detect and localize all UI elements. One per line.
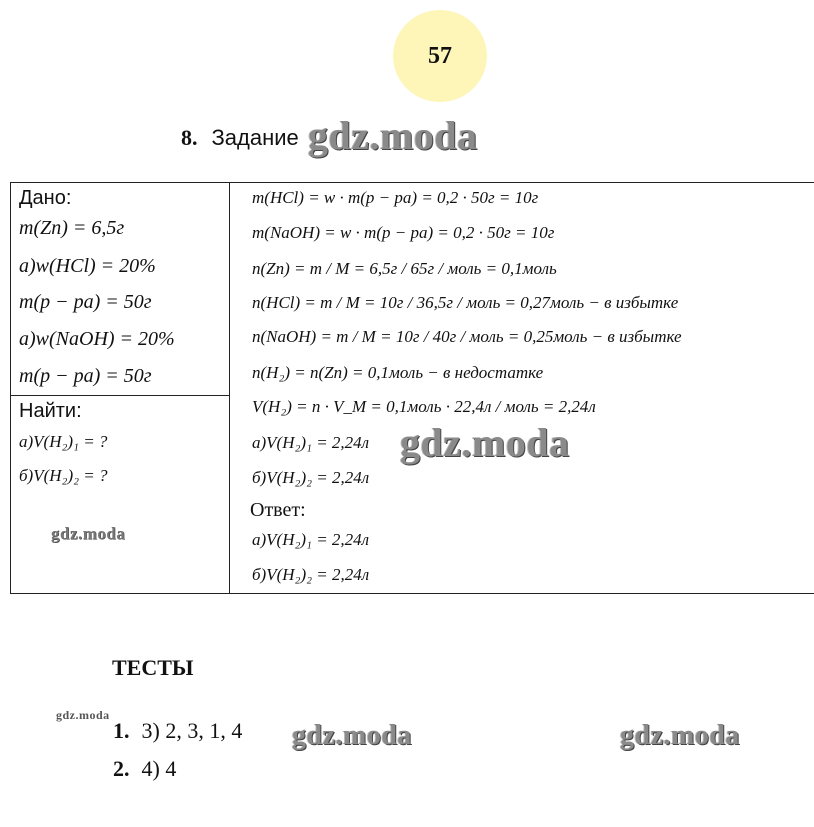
find-line: б)V(H₂)₂ = ? (19, 466, 108, 485)
watermark-logo: gdz.moda (51, 524, 126, 543)
watermark-logo: gdz.moda (400, 420, 570, 465)
solution-line: n(H₂) = n(Zn) = 0,1моль − в недостатке (252, 363, 544, 382)
solution-line: a)V(H₂)₁ = 2,24л (252, 433, 370, 452)
solution-line: m(HCl) = w · m(p − pa) = 0,2 · 50г = 10г (252, 188, 539, 207)
watermark-logo: gdz.moda (620, 720, 740, 751)
test-answer: 4) 4 (141, 756, 177, 781)
test-item (113, 756, 176, 782)
given-line: а)w(HCl) = 20% (19, 255, 156, 277)
find-header: Найти: (19, 400, 82, 422)
solution-line: V(H₂) = n · V_M = 0,1моль · 22,4л / моль = 2,24л (252, 397, 596, 416)
solution-line: б)V(H₂)₂ = 2,24л (252, 468, 370, 487)
given-line: m(p − pa) = 50г (19, 291, 152, 313)
test-item (113, 718, 242, 744)
given-header: Дано: (19, 187, 72, 209)
solution-line: n(NaOH) = m / M = 10г / 40г / моль = 0,25моль − в избытке (252, 327, 682, 346)
solution-table (10, 182, 814, 594)
find-section (11, 396, 229, 593)
watermark-logo: gdz.moda (308, 113, 478, 158)
find-line: a)V(H₂)₁ = ? (19, 432, 108, 451)
given-line: a)w(NaOH) = 20% (19, 328, 175, 350)
tests-title: ТЕСТЫ (112, 655, 194, 680)
solution-line: n(HCl) = m / M = 10г / 36,5г / моль = 0,27моль − в избытке (252, 293, 679, 312)
solution-line: n(Zn) = m / M = 6,5г / 65г / моль = 0,1моль (252, 259, 557, 278)
given-line: m(p − pa) = 50г (19, 365, 152, 387)
answer-line: б)V(H₂)₂ = 2,24л (252, 565, 370, 584)
task-number: 8. (181, 125, 198, 150)
answer-label: Ответ: (250, 499, 306, 521)
watermark-logo: gdz.moda (56, 708, 110, 722)
test-answer: 3) 2, 3, 1, 4 (141, 718, 243, 743)
page-number: 57 (428, 42, 452, 69)
given-line: m(Zn) = 6,5г (19, 217, 125, 239)
task-title: Задание (211, 125, 299, 150)
task-heading (181, 125, 299, 151)
test-number: 2. (113, 756, 130, 781)
test-number: 1. (113, 718, 130, 743)
page-number-badge (393, 10, 487, 102)
given-find-column (10, 183, 230, 593)
watermark-logo: gdz.moda (292, 720, 412, 751)
given-section (11, 183, 229, 396)
solution-line: m(NaOH) = w · m(p − pa) = 0,2 · 50г = 10г (252, 223, 555, 242)
solution-column (240, 183, 814, 593)
answer-line: a)V(H₂)₁ = 2,24л (252, 530, 370, 549)
